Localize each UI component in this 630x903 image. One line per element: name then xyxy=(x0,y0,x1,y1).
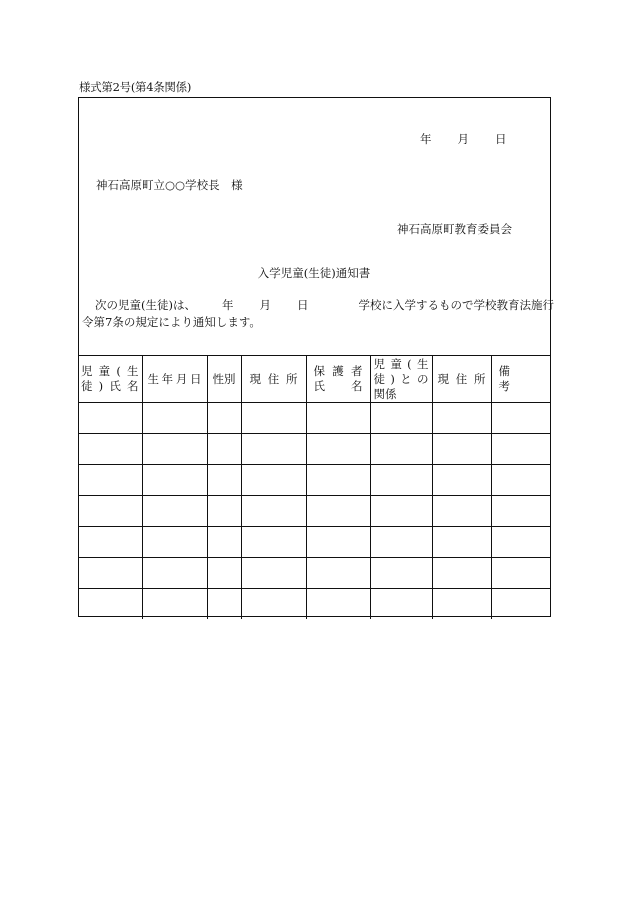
table-cell[interactable] xyxy=(306,527,370,558)
body-text-line-2: 令第7条の規定により通知します。 xyxy=(82,315,261,329)
table-row xyxy=(78,465,550,496)
table-cell[interactable] xyxy=(207,496,241,527)
table-cell[interactable] xyxy=(491,558,550,589)
date-year: 年 xyxy=(420,132,432,146)
table-cell[interactable] xyxy=(432,434,491,465)
table-cell[interactable] xyxy=(432,558,491,589)
table-cell[interactable] xyxy=(370,496,432,527)
table-cell[interactable] xyxy=(142,434,207,465)
table-cell[interactable] xyxy=(241,589,306,620)
table-cell[interactable] xyxy=(142,527,207,558)
table-cell[interactable] xyxy=(306,403,370,434)
table-cell[interactable] xyxy=(78,403,142,434)
table-cell[interactable] xyxy=(491,589,550,620)
table-cell[interactable] xyxy=(241,558,306,589)
table-cell[interactable] xyxy=(306,434,370,465)
table-cell[interactable] xyxy=(432,589,491,620)
document-title: 入学児童(生徒)通知書 xyxy=(257,266,371,280)
date-line xyxy=(420,131,507,147)
table-cell[interactable] xyxy=(370,558,432,589)
table-cell[interactable] xyxy=(491,496,550,527)
table-cell[interactable] xyxy=(370,434,432,465)
table-row xyxy=(78,496,550,527)
table-cell[interactable] xyxy=(432,465,491,496)
table-cell[interactable] xyxy=(432,496,491,527)
col-header-remarks: 備 考 xyxy=(491,356,550,403)
table-cell[interactable] xyxy=(78,527,142,558)
table-cell[interactable] xyxy=(306,465,370,496)
table-cell[interactable] xyxy=(432,527,491,558)
table-cell[interactable] xyxy=(207,465,241,496)
table-cell[interactable] xyxy=(241,403,306,434)
table-cell[interactable] xyxy=(142,403,207,434)
table-cell[interactable] xyxy=(491,403,550,434)
table-row xyxy=(78,434,550,465)
col-header-address-2: 現住所 xyxy=(432,356,491,403)
table-cell[interactable] xyxy=(78,496,142,527)
col-header-address: 現住所 xyxy=(241,356,306,403)
table-cell[interactable] xyxy=(306,558,370,589)
form-number-label: 様式第2号(第4条関係) xyxy=(79,80,192,94)
table-cell[interactable] xyxy=(142,558,207,589)
table-cell[interactable] xyxy=(207,527,241,558)
table-cell[interactable] xyxy=(241,496,306,527)
table-cell[interactable] xyxy=(491,527,550,558)
body-day: 日 xyxy=(296,298,309,312)
col-header-sex: 性別 xyxy=(207,356,241,403)
table-cell[interactable] xyxy=(207,589,241,620)
col-header-birthdate: 生年月日 xyxy=(142,356,207,403)
table-cell[interactable] xyxy=(142,589,207,620)
col-header-relation: 児童(生 徒)との 関係 xyxy=(370,356,432,403)
table-cell[interactable] xyxy=(241,527,306,558)
table-cell[interactable] xyxy=(207,403,241,434)
table-row xyxy=(78,403,550,434)
col-header-guardian: 保護者 氏 名 xyxy=(306,356,370,403)
addressee: 神石高原町立○○学校長 様 xyxy=(96,178,243,192)
table-row xyxy=(78,527,550,558)
table-cell[interactable] xyxy=(78,465,142,496)
table-cell[interactable] xyxy=(78,558,142,589)
student-table xyxy=(78,355,550,619)
table-row xyxy=(78,589,550,620)
table-cell[interactable] xyxy=(370,589,432,620)
table-cell[interactable] xyxy=(241,465,306,496)
date-day: 日 xyxy=(495,132,507,146)
table-cell[interactable] xyxy=(370,527,432,558)
sender: 神石高原町教育委員会 xyxy=(397,222,512,236)
table-cell[interactable] xyxy=(142,465,207,496)
table-cell[interactable] xyxy=(207,558,241,589)
col-header-name: 児童(生 徒)氏名 xyxy=(78,356,142,403)
table-cell[interactable] xyxy=(370,403,432,434)
date-month: 月 xyxy=(457,132,469,146)
notification-form-frame xyxy=(78,97,554,617)
table-cell[interactable] xyxy=(491,434,550,465)
table-cell[interactable] xyxy=(241,434,306,465)
table-cell[interactable] xyxy=(491,465,550,496)
body-tail: 学校に入学するもので学校教育法施行 xyxy=(358,298,554,312)
table-cell[interactable] xyxy=(78,589,142,620)
table-row xyxy=(78,558,550,589)
table-cell[interactable] xyxy=(306,496,370,527)
table-body xyxy=(78,403,550,620)
body-year: 年 xyxy=(221,298,234,312)
body-month: 月 xyxy=(259,298,271,312)
table-cell[interactable] xyxy=(207,434,241,465)
table-cell[interactable] xyxy=(432,403,491,434)
table-cell[interactable] xyxy=(306,589,370,620)
table-cell[interactable] xyxy=(78,434,142,465)
table-cell[interactable] xyxy=(142,496,207,527)
body-lead: 次の児童(生徒)は、 xyxy=(95,298,196,312)
table-header-row xyxy=(78,356,550,403)
body-text-line-1 xyxy=(95,297,554,313)
table-cell[interactable] xyxy=(370,465,432,496)
